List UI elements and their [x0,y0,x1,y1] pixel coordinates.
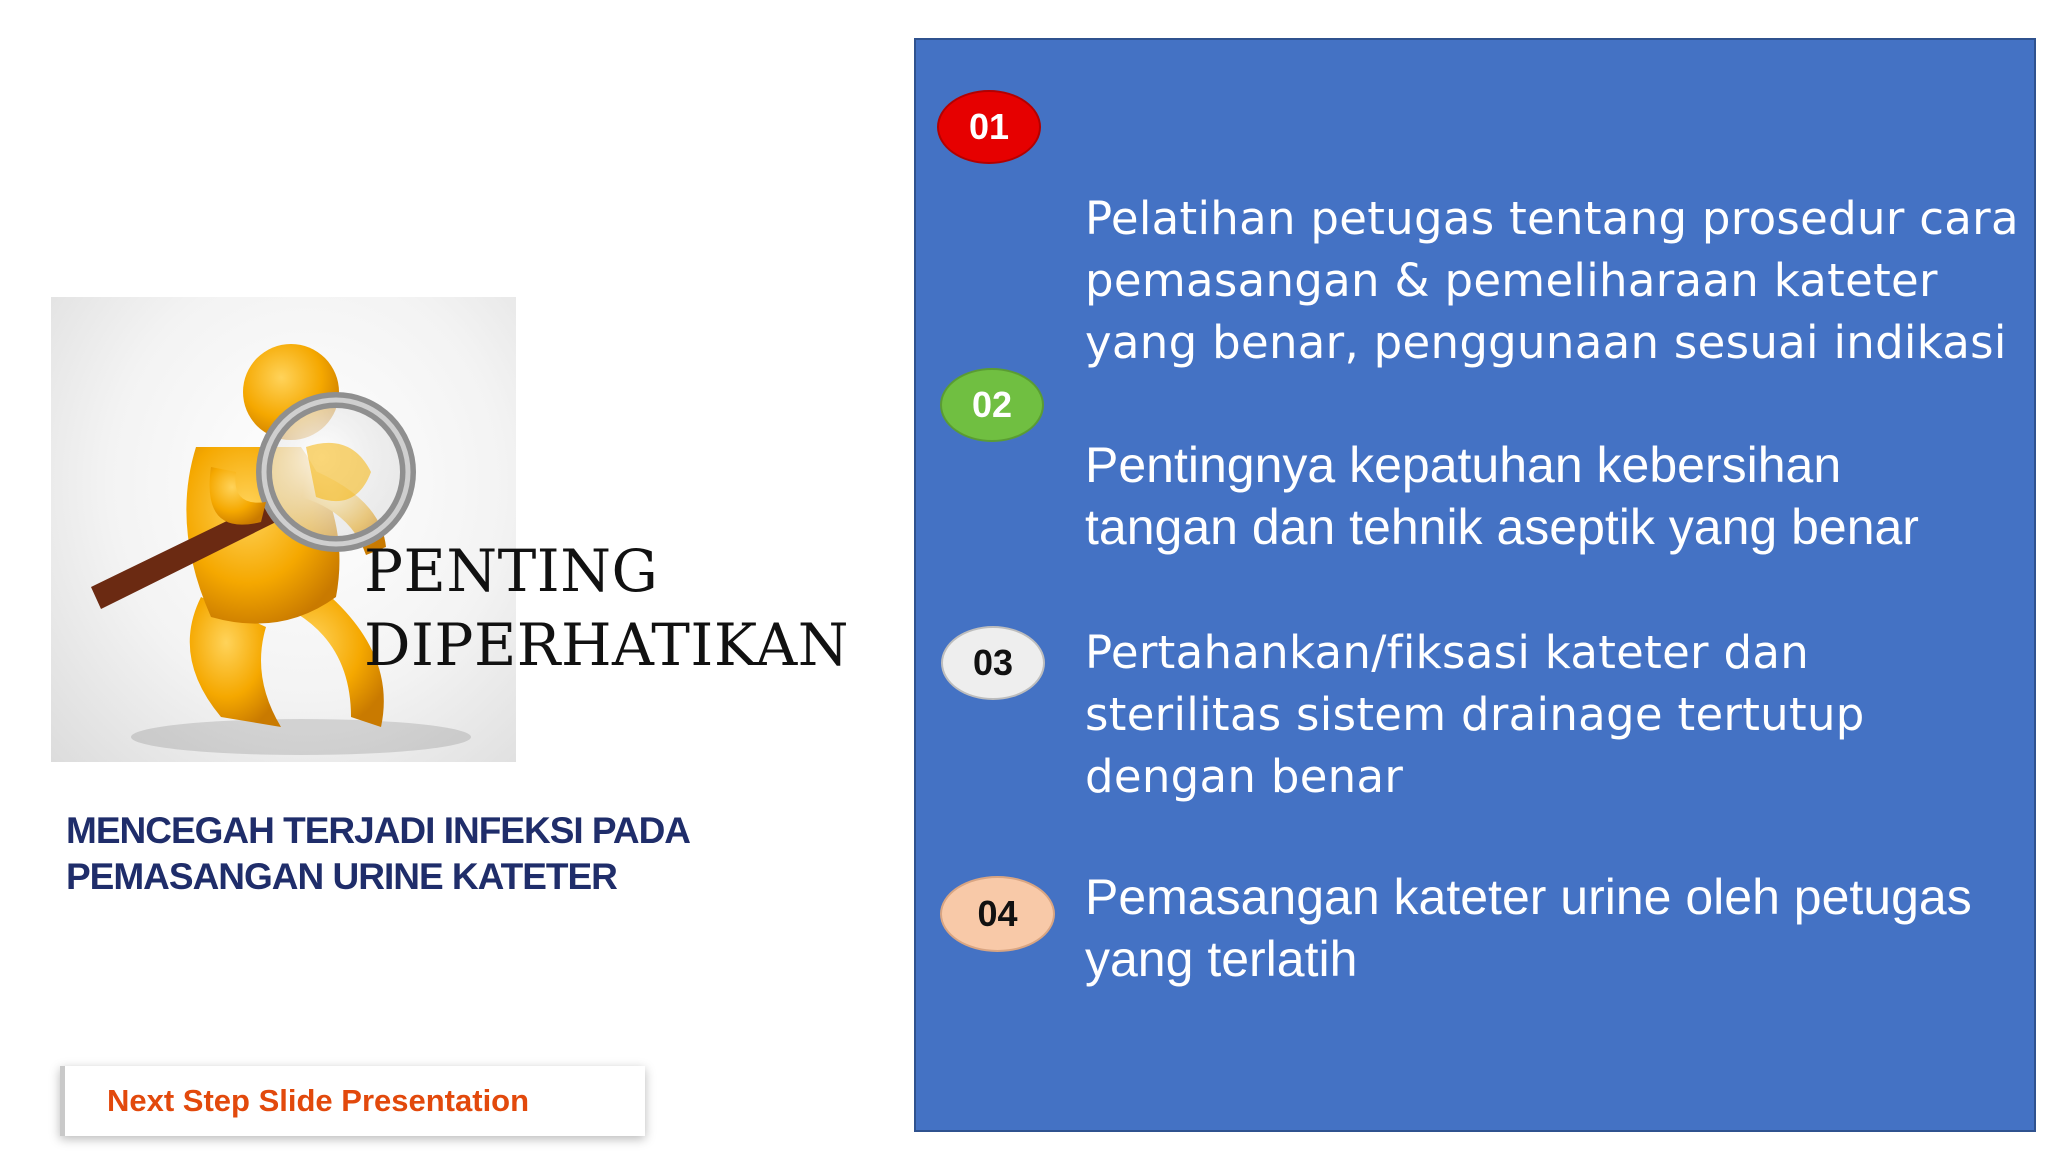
item-01-line-2: pemasangan & pemeliharaan kateter [1085,254,1938,307]
item-04-line-1: Pemasangan kateter urine oleh petugas [1085,869,1972,925]
number-badge-03: 03 [941,626,1045,700]
item-01-line-1: Pelatihan petugas tentang prosedur cara [1085,192,2019,245]
item-01-line-3: yang benar, penggunaan sesuai indikasi [1085,316,2007,369]
slide-title [364,534,849,682]
item-text-02 [1085,434,2025,558]
number-badge-01: 01 [937,90,1041,164]
item-text-04 [1085,866,2025,990]
number-badge-04: 04 [940,876,1055,952]
item-text-01 [1085,188,2025,374]
item-04-line-2: yang terlatih [1085,931,1358,987]
next-step-label: Next Step Slide Presentation [107,1083,530,1118]
item-02-line-1: Pentingnya kepatuhan kebersihan [1085,437,1842,493]
slide-subtitle [66,808,826,900]
item-02-line-2: tangan dan tehnik aseptik yang benar [1085,499,1919,555]
number-badge-02: 02 [940,368,1044,442]
item-03-line-2: sterilitas sistem drainage tertutup [1085,688,1865,741]
item-text-03 [1085,622,2025,808]
item-03-line-3: dengan benar [1085,750,1404,803]
title-line-1: PENTING [364,537,659,605]
subtitle-line-1: MENCEGAH TERJADI INFEKSI PADA [66,810,691,851]
subtitle-line-2: PEMASANGAN URINE KATETER [66,856,617,897]
title-line-2: DIPERHATIKAN [364,611,849,679]
person-with-magnifying-glass-icon [51,297,516,762]
next-step-button[interactable] [60,1066,645,1136]
item-03-line-1: Pertahankan/fiksasi kateter dan [1085,626,1810,679]
